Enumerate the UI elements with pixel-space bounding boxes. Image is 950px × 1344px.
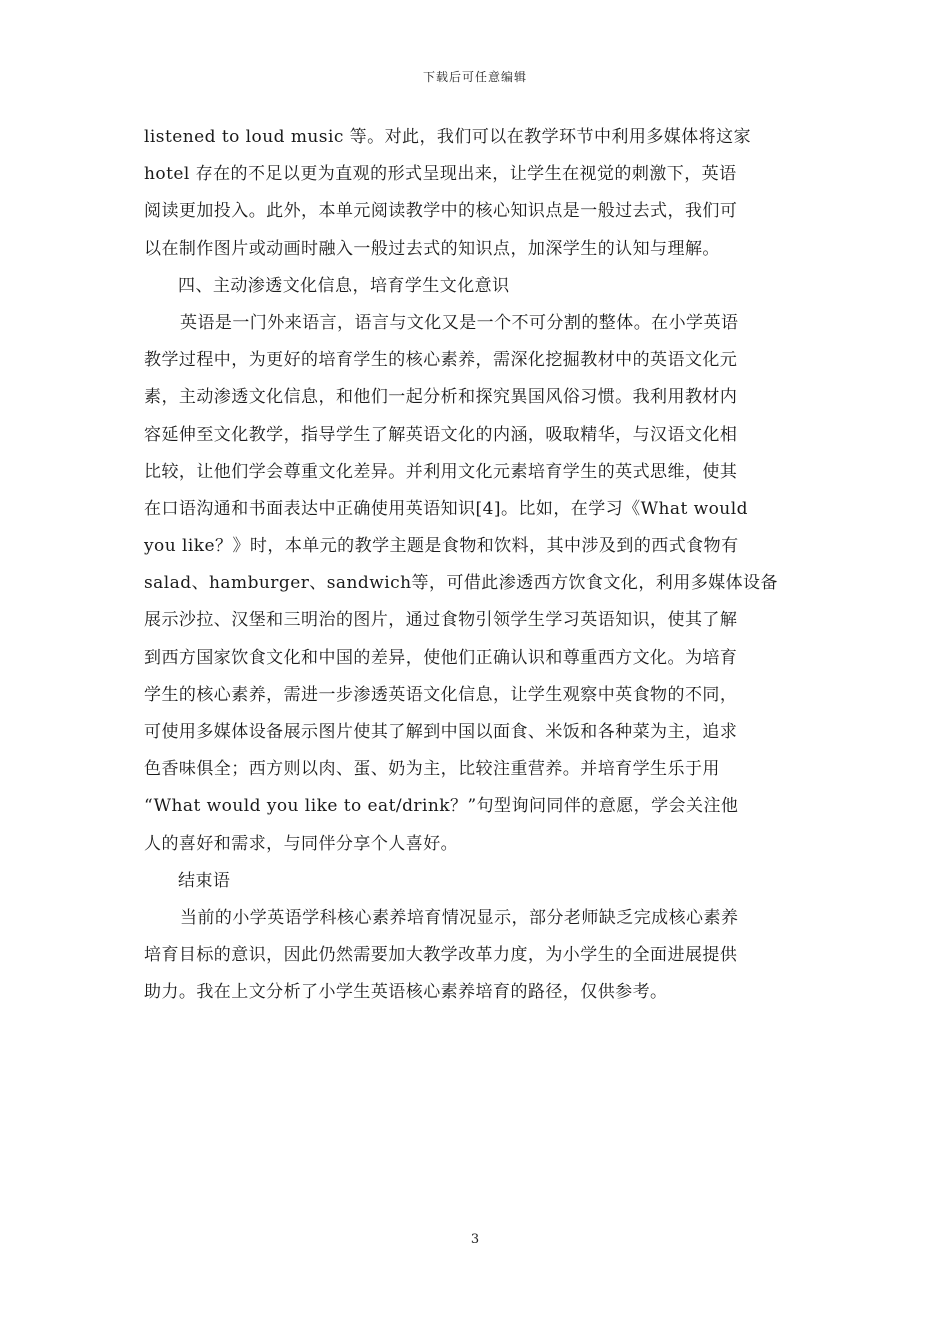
- text-line: 以在制作图片或动画时融入一般过去式的知识点，加深学生的认知与理解。: [144, 238, 720, 259]
- text-line: you like？》时，本单元的教学主题是食物和饮料，其中涉及到的西式食物有: [144, 536, 739, 557]
- paragraph-culture: [144, 305, 807, 863]
- text-line: salad、hamburger、sandwich等，可借此渗透西方饮食文化，利用多媒体设备: [144, 573, 778, 594]
- section-heading-four: 四、主动渗透文化信息，培育学生文化意识: [178, 275, 510, 296]
- text-line: 助力。我在上文分析了小学生英语核心素养培育的路径，仅供参考。: [144, 982, 668, 1003]
- text-line: 当前的小学英语学科核心素养培育情况显示，部分老师缺乏完成核心素养: [180, 907, 739, 928]
- text-line: 学生的核心素养，需进一步渗透英语文化信息，让学生观察中英食物的不同，: [144, 684, 738, 705]
- page-header: 下载后可任意编辑: [422, 70, 527, 84]
- text-line: 比较，让他们学会尊重文化差异。并利用文化元素培育学生的英式思维，使其: [144, 461, 738, 482]
- text-line: “What would you like to eat/drink？”句型询问同伴的意愿，学会关注他: [144, 796, 739, 817]
- text-line: 英语是一门外来语言，语言与文化又是一个不可分割的整体。在小学英语: [180, 312, 739, 333]
- text-line: 素，主动渗透文化信息，和他们一起分析和探究異国风俗习惯。我利用教材内: [144, 387, 738, 408]
- text-line: 教学过程中，为更好的培育学生的核心素养，需深化挖掘教材中的英语文化元: [144, 350, 738, 371]
- text-line: 容延伸至文化教学，指导学生了解英语文化的内涵，吸取精华，与汉语文化相: [144, 424, 738, 445]
- document-body: [144, 119, 807, 1012]
- paragraph-hotel-multimedia: [144, 119, 807, 268]
- text-line: 可使用多媒体设备展示图片使其了解到中国以面食、米饭和各种菜为主，追求: [144, 722, 738, 742]
- text-line: 阅读更加投入。此外，本单元阅读教学中的核心知识点是一般过去式，我们可: [144, 201, 738, 222]
- text-line: 色香味俱全；西方则以肉、蛋、奶为主，比较注重营养。并培育学生乐于用: [144, 759, 720, 780]
- text-line: hotel 存在的不足以更为直观的形式呈现出来，让学生在视觉的刺激下，英语: [144, 164, 737, 185]
- paragraph-conclusion: [144, 900, 807, 1012]
- text-line: 到西方国家饮食文化和中国的差异，使他们正确认识和尊重西方文化。为培育: [144, 647, 738, 668]
- text-line: 展示沙拉、汉堡和三明治的图片，通过食物引领学生学习英语知识，使其了解: [144, 610, 738, 631]
- text-line: 培育目标的意识，因此仍然需要加大教学改革力度，为小学生的全面进展提供: [144, 945, 738, 966]
- text-line: 人的喜好和需求，与同伴分享个人喜好。: [144, 833, 459, 854]
- text-line: listened to loud music 等。对此，我们可以在教学环节中利用多媒体将这家: [144, 127, 752, 147]
- page-number: 3: [470, 1232, 480, 1247]
- text-line: 在口语沟通和书面表达中正确使用英语知识[4]。比如，在学习《What would: [144, 498, 748, 519]
- section-heading-conclusion: 结束语: [178, 870, 231, 891]
